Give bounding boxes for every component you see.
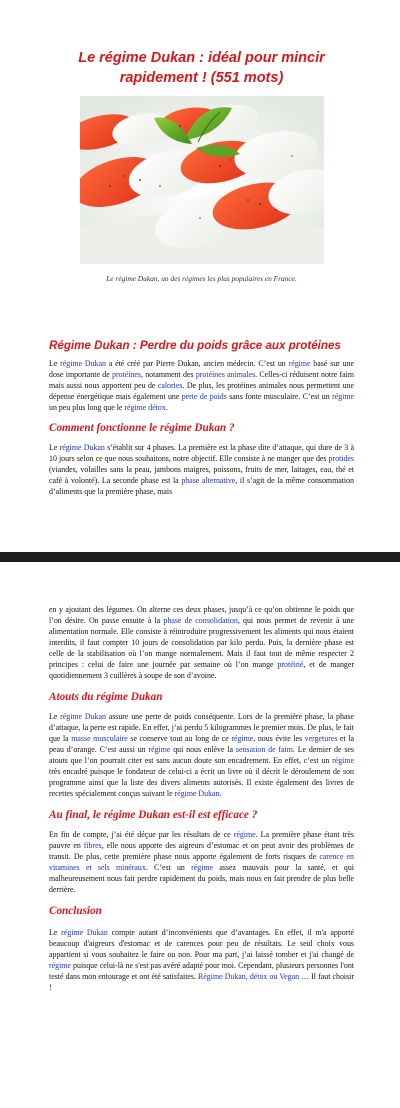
paragraph-atouts: Le régime Dukan assure une perte de poids conséquente. Lors de la première phase, la phase d’attaque, la perte est rapide. En effet, j’ai perdu 5 kilogrammes le premier mois. De plus, le fait que la masse musculaire se conserve tout au long de ce régime, nous évite les vergetures et la peau d’orange. C’est aussi un régime qui nous enlève la sensation de faim. Le dernier de ses atouts que l’on pourrait citer est sans aucun doute son encadrement. En effet, c’est un régime très encadré puisque le fondateur de celui-ci a écrit un livre où il décrit le déroulement de son programme ainsi que la liste des divers aliments autorisés. Il existe également des livres de recettes spécialement conçus suivant le régime Dukan. xyxy=(49,712,354,798)
link-regime[interactable]: régime xyxy=(332,392,355,401)
link-regime-detox[interactable]: régime détox xyxy=(124,403,166,412)
document-page-1 xyxy=(0,0,400,552)
link-carence[interactable]: carence en vitamines et sels minéraux xyxy=(49,852,354,872)
link-fibres[interactable]: fibres xyxy=(83,841,102,850)
link-phase-de-consolidation[interactable]: phase de consolidation xyxy=(163,616,238,625)
link-regime[interactable]: régime xyxy=(288,359,311,368)
link-proteines[interactable]: protéines xyxy=(112,370,141,379)
paragraph-fonctionne-continued: en y ajoutant des légumes. On alterne ces deux phases, jusqu’à ce qu’on obtienne le poids que l’on désire. On passe ensuite à la phase de consolidation, qui nous permet de revenir à une alimentation normale. Elle consiste à réintroduire progressivement les aliments qui nous étaient interdits, il faut compter 10 jours de consolidation par kilo perdu. Puis, la dernière phase est celle de la stabilisation où l’on mange normalement. Mais il faut tout de même respecter 2 principes : celui de faire une journée par semaine où l’on mange protéiné, et de manger quotidiennement 3 cuillères à soupe de son d’avoine. xyxy=(49,605,354,680)
link-regime-dukan[interactable]: régime Dukan xyxy=(174,789,220,798)
paragraph-fonctionne: Le régime Dukan s’établit sur 4 phases. La première est la phase dite d’attaque, qui dure de 3 à 10 jours selon ce que nous souhaitons, notre objectif. Elle consiste à ne manger que des protides (viandes, volailles sans la peau, jambons maigres, poissons, fruits de mer, laitages, eau, thé et café à volonté). La seconde phase est la phase alternative, il s’agit de la même consommation d’aliments que la première phase, mais xyxy=(49,443,355,496)
article-title: Le régime Dukan : idéal pour mincir rapidement ! (551 mots) xyxy=(78,50,325,86)
link-proteines-animales[interactable]: protéines animales xyxy=(195,370,256,379)
link-regime-detox-vegan[interactable]: Régime Dukan, détox ou Vegan xyxy=(198,972,300,981)
image-caption: Le régime Dukan, un des régimes les plus populaires en France. xyxy=(106,274,297,283)
link-proteine[interactable]: protéiné xyxy=(277,660,304,669)
document-page-2 xyxy=(0,562,400,1108)
link-regime-dukan[interactable]: régime Dukan xyxy=(59,443,105,452)
link-regime[interactable]: régime xyxy=(231,734,254,743)
link-regime[interactable]: régime xyxy=(332,756,354,765)
link-sensation-de-faim[interactable]: sensation de faim xyxy=(235,745,293,754)
link-masse-musculaire[interactable]: masse musculaire xyxy=(71,734,128,743)
heading-atouts: Atouts du régime Dukan xyxy=(49,691,163,703)
heading-conclusion: Conclusion xyxy=(49,905,102,917)
link-phase-alternative[interactable]: phase alternative xyxy=(181,476,236,485)
link-regime[interactable]: régime xyxy=(233,830,256,839)
caprese-salad-image xyxy=(80,96,324,264)
link-regime-dukan[interactable]: régime Dukan xyxy=(60,712,106,721)
article-photo xyxy=(80,96,324,264)
link-protides[interactable]: protides xyxy=(328,454,354,463)
link-regime[interactable]: régime xyxy=(148,745,171,754)
link-perte-de-poids[interactable]: perte de poids xyxy=(181,392,227,401)
paragraph-final: En fin de compte, j’ai été déçue par les résultats de ce régime. La première phase étant très pauvre en fibres, elle nous apporte des aigreurs d’estomac et on peut avoir des problèmes de transit. De plus, cette première phase nous apporte également de forts risques de carence en vitamines et sels minéraux. C’est un régime assez mauvais pour la santé, et qui malheureusement nous fait perdre rapidement du poids, mais nous en fait prendre de plus belle derrière. xyxy=(49,830,354,894)
heading-proteines: Régime Dukan : Perdre du poids grâce aux protéines xyxy=(49,339,341,352)
link-regime[interactable]: régime xyxy=(191,863,214,872)
link-calories[interactable]: calories xyxy=(157,381,183,390)
heading-fonctionne: Comment fonctionne le régime Dukan ? xyxy=(49,422,235,434)
link-regime-dukan[interactable]: régime Dukan xyxy=(60,359,106,368)
paragraph-conclusion: Le régime Dukan compte autant d’inconvénients que d’avantages. En effet, il m'a apporté beaucoup d'aigreurs d'estomac et de carences pour peu de résultats. Le seul choix vous appartient si vous souhaitez le faire ou non. Pour ma part, j’ai laissé tomber et j'ai changé de régime puisque celui-là ne s'est pas avéré adapté pour moi. Cependant, plusieurs personnes l'ont testé dans mon entourage et ont été satisfaites. Régime Dukan, détox ou Vegan … Il faut choisir ! xyxy=(49,928,354,992)
heading-final: Au final, le régime Dukan est-il est efficace ? xyxy=(49,809,258,821)
link-regime[interactable]: régime xyxy=(49,961,71,970)
link-vergetures[interactable]: vergetures xyxy=(304,734,338,743)
link-regime-dukan[interactable]: régime Dukan xyxy=(61,928,108,937)
paragraph-proteines: Le régime Dukan a été créé par Pierre Dukan, ancien médecin. C’est un régime basé sur une dose importante de protéines, notamment des protéines animales. Celles-ci réduisent notre faim mais aussi nous apportent peu de calories. De plus, les protéines animales nous permettent une dépense énergétique mais également une perte de poids sans fonte musculaire. C’est un régime un peu plus long que le régime détox. xyxy=(49,359,355,412)
